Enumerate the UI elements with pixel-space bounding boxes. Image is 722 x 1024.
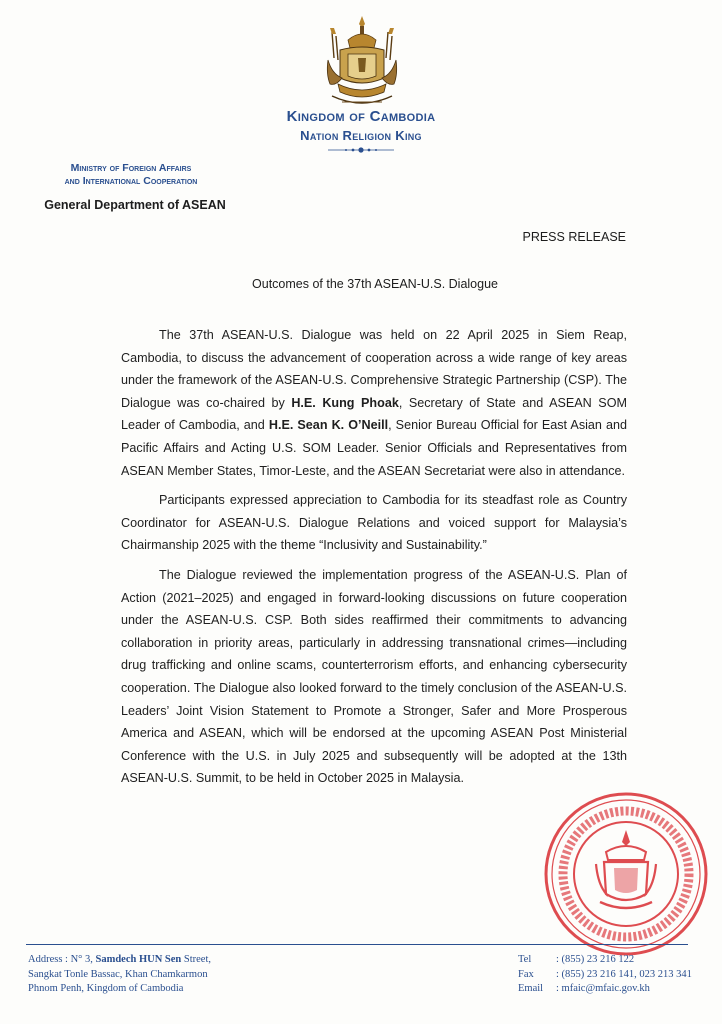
contact-email	[518, 982, 708, 997]
address-line-1	[28, 953, 328, 968]
kingdom-heading: Kingdom of Cambodia	[286, 108, 436, 125]
paragraph-1-part-b: , Secretary of State and ASEAN SOM Leader of Cambodia, and	[121, 395, 627, 433]
department-name: General Department of ASEAN	[44, 198, 226, 212]
fax-value: : (855) 23 216 141, 023 213 341	[556, 968, 692, 980]
paragraph-3: The Dialogue reviewed the implementation progress of the ASEAN-U.S. Plan of Action (2021–2025) and engaged in forward-looking discussions on future cooperation under the ASEAN-U.S. CSP. Both sides reaffirmed their commitments to advancing collaboration in priority areas, particularly in addressing transnational crimes—including drug trafficking and online scams, counterterrorism efforts, and enhancing cybersecurity cooperation. The Dialogue also looked forward to the timely conclusion of the ASEAN-U.S. Leaders’ Joint Vision Statement to Promote a Stronger, Safer and More Prosperous America and ASEAN, which will be endorsed at the upcoming ASEAN Post Ministerial Conference with the U.S. in July 2025 and subsequently will be adopted at the 13th ASEAN-U.S. Summit, to be held in October 2025 in Malaysia.	[121, 567, 627, 786]
ministry-line-2: and International Cooperation	[64, 175, 198, 187]
cochair-name-cambodia: H.E. Kung Phoak	[291, 395, 399, 410]
address-street: Samdech HUN Sen	[95, 954, 182, 965]
footer-divider	[26, 944, 688, 945]
contact-fax	[518, 968, 708, 983]
document-title: Outcomes of the 37th ASEAN-U.S. Dialogue	[252, 277, 498, 291]
press-release-label: PRESS RELEASE	[522, 230, 626, 244]
address-street-suffix: Street,	[181, 954, 212, 965]
ministry-name	[26, 162, 236, 188]
paragraph-1-part-a: The 37th ASEAN-U.S. Dialogue was held on 22 April 2025 in Siem Reap, Cambodia, to discuss the advancement of cooperation across a wide range of key areas under the framework of the ASEAN-U.S. Comprehensive Strategic Partnership (CSP). The Dialogue was co-chaired by	[121, 328, 627, 410]
address-prefix: Address : N° 3,	[28, 954, 96, 965]
paragraph-1-part-c: , Senior Bureau Official for East Asian and Pacific Affairs and Acting U.S. SOM Leader. Senior Officials and Representatives from ASEAN Member States, Timor-Leste, and the ASEAN Secretariat were also in attendance.	[121, 418, 627, 478]
ministry-seal-icon	[540, 790, 712, 958]
address-line-3: Phnom Penh, Kingdom of Cambodia	[28, 983, 184, 994]
footer-address	[28, 953, 328, 997]
royal-crest-icon	[318, 14, 406, 114]
paragraph-1	[121, 324, 627, 482]
address-line-2: Sangkat Tonle Bassac, Khan Chamkarmon	[28, 968, 208, 980]
tel-value: : (855) 23 216 122	[556, 954, 635, 965]
ornament-divider-icon	[326, 146, 396, 154]
cochair-name-us: H.E. Sean K. O’Neill	[268, 418, 389, 433]
national-motto: Nation Religion King	[300, 128, 422, 143]
ministry-line-1: Ministry of Foreign Affairs	[70, 162, 192, 174]
footer-contact	[518, 953, 708, 997]
tel-label: Tel	[518, 954, 532, 965]
body-text	[121, 324, 627, 797]
email-label: Email	[518, 983, 544, 994]
email-value: : mfaic@mfaic.gov.kh	[556, 983, 650, 994]
fax-label: Fax	[518, 968, 534, 980]
contact-tel	[518, 953, 708, 968]
paragraph-2: Participants expressed appreciation to Cambodia for its steadfast role as Country Coordinator for ASEAN-U.S. Dialogue Relations and voiced support for Malaysia’s Chairmanship 2025 with the theme “Inclusivity and Sustainability.”	[121, 493, 627, 553]
